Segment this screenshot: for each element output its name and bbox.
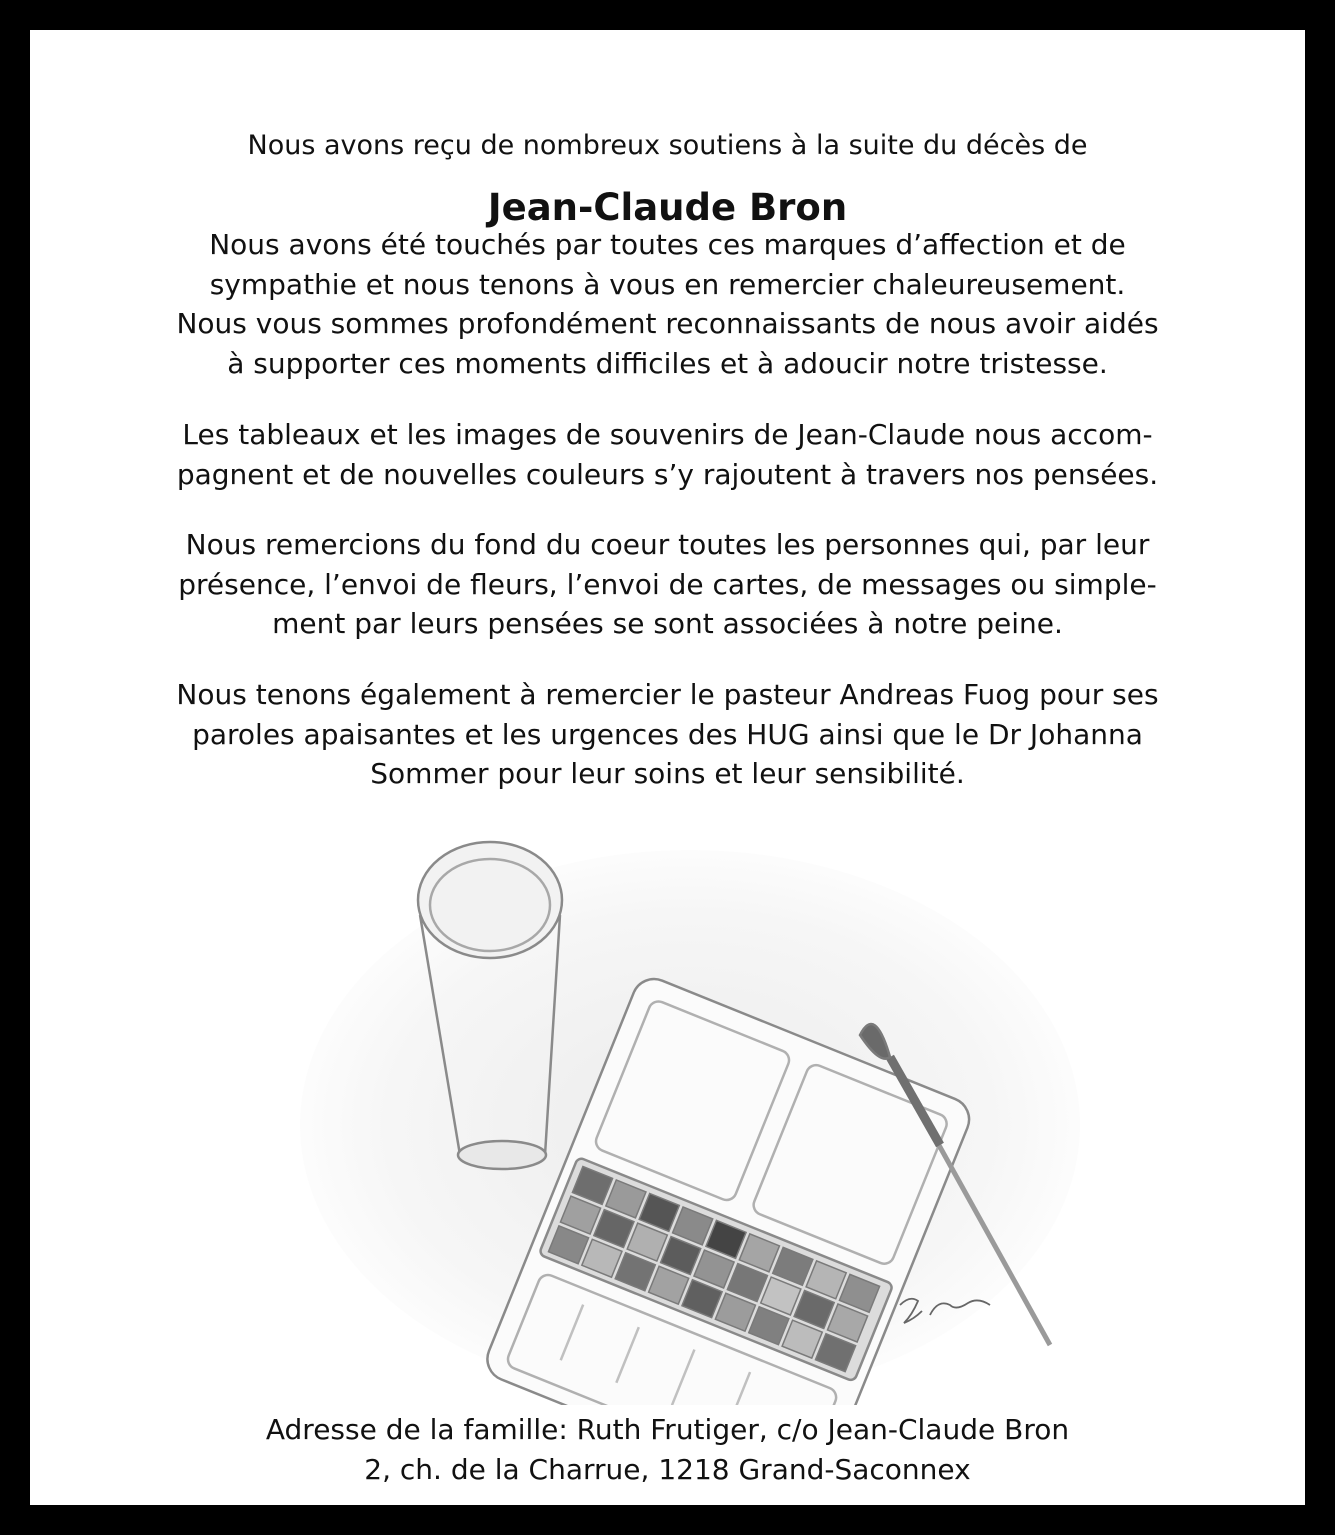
family-address <box>30 1410 1305 1489</box>
paragraph-paintings <box>120 415 1215 494</box>
watercolor-illustration <box>290 825 1090 1405</box>
notice-card <box>30 30 1305 1505</box>
text-line: ment par leurs pensées se sont associées à notre peine. <box>272 607 1063 640</box>
address-line: Adresse de la famille: Ruth Frutiger, c/o Jean-Claude Bron <box>265 1413 1070 1446</box>
paragraph-thanks <box>120 225 1215 383</box>
text-line: paroles apaisantes et les urgences des HUG ainsi que le Dr Johanna <box>192 717 1143 751</box>
text-line: sympathie et nous tenons à vous en remercier chaleureusement. <box>209 267 1126 301</box>
paint-box-icon <box>290 825 1090 1405</box>
text-line: Les tableaux et les images de souvenirs de Jean-Claude nous accom- <box>182 418 1153 451</box>
paragraph-gratitude <box>120 525 1215 644</box>
paragraph-pastor <box>120 675 1215 794</box>
text-line: à supporter ces moments difficiles et à adoucir notre tristesse. <box>227 346 1108 380</box>
text-line: présence, l’envoi de fleurs, l’envoi de cartes, de messages ou simple- <box>178 567 1157 601</box>
text-line: Nous vous sommes profondément reconnaissants de nous avoir aidés <box>176 307 1159 340</box>
address-line: 2, ch. de la Charrue, 1218 Grand-Saconnex <box>364 1452 971 1486</box>
text-line: Nous avons été touchés par toutes ces marques d’affection et de <box>209 228 1126 261</box>
text-line: pagnent et de nouvelles couleurs s’y rajoutent à travers nos pensées. <box>176 457 1159 491</box>
intro-text: Nous avons reçu de nombreux soutiens à la suite du décès de <box>247 130 1088 161</box>
text-line: Sommer pour leur soins et leur sensibilité. <box>370 757 965 790</box>
text-line: Nous remercions du fond du coeur toutes les personnes qui, par leur <box>185 528 1150 561</box>
deceased-name: Jean-Claude Bron <box>487 186 848 229</box>
text-line: Nous tenons également à remercier le pasteur Andreas Fuog pour ses <box>176 678 1159 711</box>
